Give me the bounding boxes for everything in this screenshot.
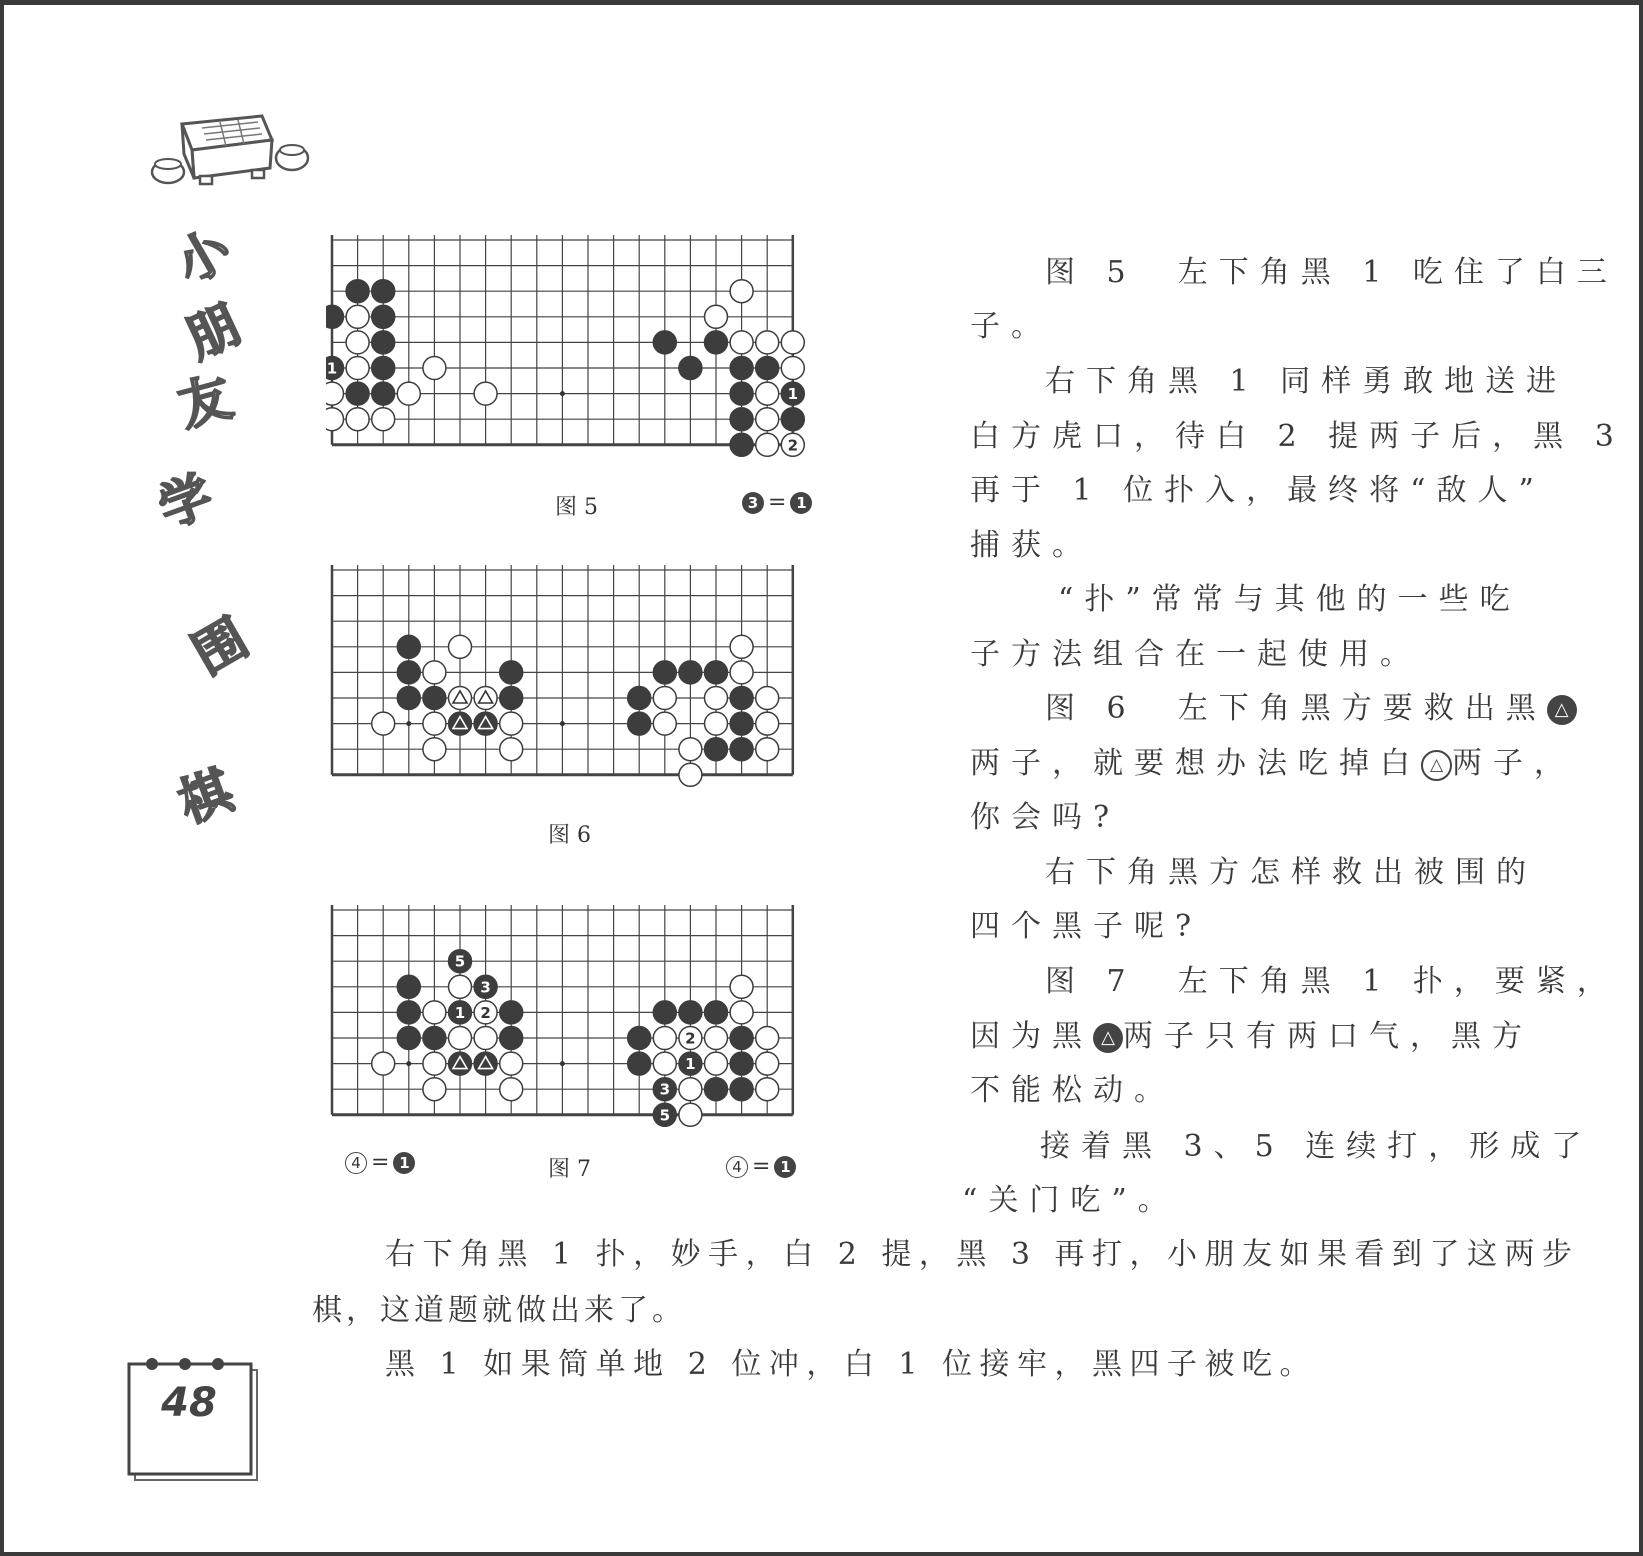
white-stone bbox=[372, 712, 395, 735]
go-diagram-5 bbox=[326, 235, 846, 480]
text-line: 不能松动。 bbox=[970, 1073, 1175, 1108]
text-line bbox=[970, 737, 1575, 792]
white-stone bbox=[397, 382, 420, 405]
white-stone bbox=[449, 975, 472, 998]
white-stone-icon: 4 bbox=[345, 1152, 367, 1174]
white-stone bbox=[705, 1052, 728, 1075]
vertical-title-char: 棋 bbox=[171, 760, 241, 835]
white-stone bbox=[423, 661, 446, 684]
text-segment: 两子，就要想办法吃掉白 bbox=[970, 746, 1421, 781]
text-segment: 两子只有两口气，黑方 bbox=[1123, 1019, 1533, 1054]
move-number: 2 bbox=[787, 436, 799, 455]
black-stone bbox=[730, 1078, 753, 1101]
white-stone bbox=[756, 433, 779, 456]
black-stone bbox=[781, 408, 804, 431]
white-stone bbox=[756, 1078, 779, 1101]
black-stone bbox=[628, 1052, 651, 1075]
move-number: 1 bbox=[685, 1055, 696, 1074]
figure-caption: 图 6 bbox=[548, 823, 591, 848]
white-stone bbox=[449, 1027, 472, 1050]
white-stone bbox=[756, 331, 779, 354]
move-number: 1 bbox=[326, 359, 338, 378]
move-number: 3 bbox=[480, 978, 491, 997]
text-segment: 因为黑 bbox=[970, 1019, 1093, 1054]
move-number: 2 bbox=[685, 1029, 696, 1048]
white-stone bbox=[756, 1027, 779, 1050]
figure-equation: 3 = 1 bbox=[742, 490, 812, 515]
white-stone bbox=[705, 687, 728, 710]
white-stone bbox=[326, 408, 344, 431]
white-triangle-mark-icon: △ bbox=[1421, 750, 1452, 781]
black-stone bbox=[397, 1027, 420, 1050]
white-stone bbox=[423, 712, 446, 735]
white-stone bbox=[474, 1027, 497, 1050]
white-stone bbox=[346, 357, 369, 380]
vertical-title-char: 友 bbox=[172, 367, 239, 439]
black-stone bbox=[705, 331, 728, 354]
white-stone-icon: 4 bbox=[726, 1156, 748, 1178]
black-stone bbox=[372, 305, 395, 328]
white-stone bbox=[679, 738, 702, 761]
text-line: 右下角黑方怎样救出被围的 bbox=[1045, 855, 1537, 890]
white-stone bbox=[500, 712, 523, 735]
text-line: 接着黑 3、5 连续打，形成了 bbox=[1040, 1129, 1593, 1164]
white-stone bbox=[705, 1027, 728, 1050]
black-stone bbox=[730, 738, 753, 761]
text-line: 再于 1 位扑入，最终将“敌人” bbox=[970, 473, 1545, 508]
black-stone bbox=[653, 331, 676, 354]
black-stone bbox=[628, 1027, 651, 1050]
white-stone bbox=[423, 1052, 446, 1075]
text-line: 棋，这道题就做出来了。 bbox=[312, 1293, 686, 1328]
figure-equation: 4 = 1 bbox=[345, 1150, 415, 1175]
black-stone bbox=[397, 635, 420, 658]
text-line: 四个黑子呢? bbox=[970, 909, 1203, 944]
black-stone bbox=[705, 1078, 728, 1101]
white-stone bbox=[423, 1078, 446, 1101]
text-line: 右下角黑 1 扑，妙手，白 2 提，黑 3 再打，小朋友如果看到了这两步 bbox=[385, 1237, 1580, 1272]
white-stone bbox=[756, 738, 779, 761]
black-stone bbox=[705, 661, 728, 684]
white-stone bbox=[756, 687, 779, 710]
text-line: 图 7 左下角黑 1 扑，要紧， bbox=[1045, 964, 1618, 999]
black-stone bbox=[730, 687, 753, 710]
black-stone bbox=[423, 1027, 446, 1050]
white-stone bbox=[730, 975, 753, 998]
black-triangle-mark-icon: △ bbox=[1093, 1023, 1123, 1053]
white-stone bbox=[730, 280, 753, 303]
text-line: 图 5 左下角黑 1 吃住了白三 bbox=[1045, 255, 1618, 290]
black-stone bbox=[397, 975, 420, 998]
black-stone bbox=[500, 687, 523, 710]
go-diagram-6 bbox=[326, 565, 846, 815]
black-stone bbox=[500, 1027, 523, 1050]
text-segment: 图 6 左下角黑方要救出黑 bbox=[1045, 691, 1547, 726]
black-stone bbox=[679, 661, 702, 684]
vertical-title-char: 朋 bbox=[177, 294, 250, 371]
white-stone bbox=[423, 738, 446, 761]
text-line bbox=[970, 1010, 1533, 1065]
white-stone bbox=[326, 382, 344, 405]
white-stone bbox=[730, 331, 753, 354]
vertical-title-char: 学 bbox=[151, 465, 221, 540]
black-stone bbox=[372, 382, 395, 405]
figure-caption: 图 7 bbox=[548, 1157, 591, 1182]
text-line: 子方法组合在一起使用。 bbox=[970, 637, 1421, 672]
black-stone bbox=[730, 712, 753, 735]
text-line: “关门吃”。 bbox=[962, 1183, 1179, 1218]
black-stone bbox=[730, 433, 753, 456]
text-line: “扑”常常与其他的一些吃 bbox=[1058, 582, 1521, 617]
white-stone bbox=[449, 635, 472, 658]
white-stone bbox=[346, 305, 369, 328]
black-stone-icon: 3 bbox=[742, 492, 764, 514]
white-stone bbox=[372, 1052, 395, 1075]
white-stone bbox=[679, 763, 702, 786]
text-line: 捕获。 bbox=[970, 528, 1093, 563]
white-stone bbox=[500, 738, 523, 761]
white-stone bbox=[705, 712, 728, 735]
black-stone bbox=[372, 280, 395, 303]
black-stone bbox=[730, 408, 753, 431]
black-stone bbox=[756, 357, 779, 380]
move-number: 1 bbox=[787, 385, 799, 404]
figure-caption: 图 5 bbox=[555, 495, 598, 520]
white-stone bbox=[653, 712, 676, 735]
move-number: 1 bbox=[454, 1003, 466, 1022]
white-stone bbox=[781, 331, 804, 354]
white-stone bbox=[730, 1001, 753, 1024]
text-line bbox=[1045, 682, 1577, 737]
text-line: 黑 1 如果简单地 2 位冲，白 1 位接牢，黑四子被吃。 bbox=[385, 1347, 1317, 1382]
white-stone bbox=[423, 357, 446, 380]
go-diagram-7 bbox=[326, 905, 846, 1155]
black-stone-icon: 1 bbox=[790, 492, 812, 514]
black-stone bbox=[730, 1027, 753, 1050]
text-line: 白方虎口，待白 2 提两子后，黑 3 bbox=[970, 419, 1625, 454]
white-stone bbox=[679, 1103, 702, 1126]
black-stone bbox=[372, 331, 395, 354]
move-number: 2 bbox=[480, 1003, 491, 1022]
white-stone bbox=[423, 1001, 446, 1024]
white-stone bbox=[346, 408, 369, 431]
black-stone bbox=[653, 1001, 676, 1024]
black-stone bbox=[397, 687, 420, 710]
white-stone bbox=[346, 331, 369, 354]
black-stone bbox=[705, 1001, 728, 1024]
go-board-logo-icon bbox=[150, 110, 320, 195]
white-stone bbox=[679, 1078, 702, 1101]
white-stone bbox=[500, 1078, 523, 1101]
black-stone bbox=[628, 712, 651, 735]
text-line: 子。 bbox=[970, 309, 1052, 344]
black-stone bbox=[372, 357, 395, 380]
white-stone bbox=[372, 408, 395, 431]
white-stone bbox=[653, 1052, 676, 1075]
black-stone bbox=[628, 687, 651, 710]
black-stone bbox=[679, 357, 702, 380]
white-stone bbox=[730, 661, 753, 684]
page-number-box bbox=[125, 1358, 253, 1478]
white-stone bbox=[756, 1052, 779, 1075]
black-stone bbox=[397, 661, 420, 684]
vertical-title-char: 围 bbox=[183, 608, 259, 687]
text-line: 你会吗? bbox=[970, 800, 1121, 835]
white-stone bbox=[730, 635, 753, 658]
black-stone bbox=[679, 1001, 702, 1024]
white-stone bbox=[781, 357, 804, 380]
white-stone bbox=[653, 1027, 676, 1050]
white-stone bbox=[500, 1052, 523, 1075]
black-stone-icon: 1 bbox=[774, 1156, 796, 1178]
move-number: 5 bbox=[454, 952, 466, 971]
black-stone bbox=[705, 738, 728, 761]
text-line: 右下角黑 1 同样勇敢地送进 bbox=[1045, 364, 1568, 399]
white-stone bbox=[756, 382, 779, 405]
figure-equation: 4 = 1 bbox=[726, 1154, 796, 1179]
black-triangle-mark-icon: △ bbox=[1547, 695, 1577, 725]
move-number: 3 bbox=[659, 1080, 671, 1099]
black-stone bbox=[730, 382, 753, 405]
black-stone-icon: 1 bbox=[393, 1152, 415, 1174]
white-stone bbox=[705, 305, 728, 328]
page-number: 48 bbox=[161, 1380, 217, 1426]
black-stone bbox=[346, 280, 369, 303]
black-stone bbox=[730, 1052, 753, 1075]
white-stone bbox=[653, 687, 676, 710]
white-stone bbox=[756, 408, 779, 431]
black-stone bbox=[500, 661, 523, 684]
move-number: 5 bbox=[659, 1106, 671, 1125]
black-stone bbox=[346, 382, 369, 405]
black-stone bbox=[730, 357, 753, 380]
black-stone bbox=[423, 687, 446, 710]
black-stone bbox=[397, 1001, 420, 1024]
black-stone bbox=[500, 1001, 523, 1024]
vertical-title-char: 小 bbox=[166, 218, 242, 297]
black-stone bbox=[653, 661, 676, 684]
white-stone bbox=[474, 382, 497, 405]
black-stone bbox=[326, 305, 344, 328]
text-segment: 两子， bbox=[1452, 746, 1575, 781]
white-stone bbox=[756, 712, 779, 735]
